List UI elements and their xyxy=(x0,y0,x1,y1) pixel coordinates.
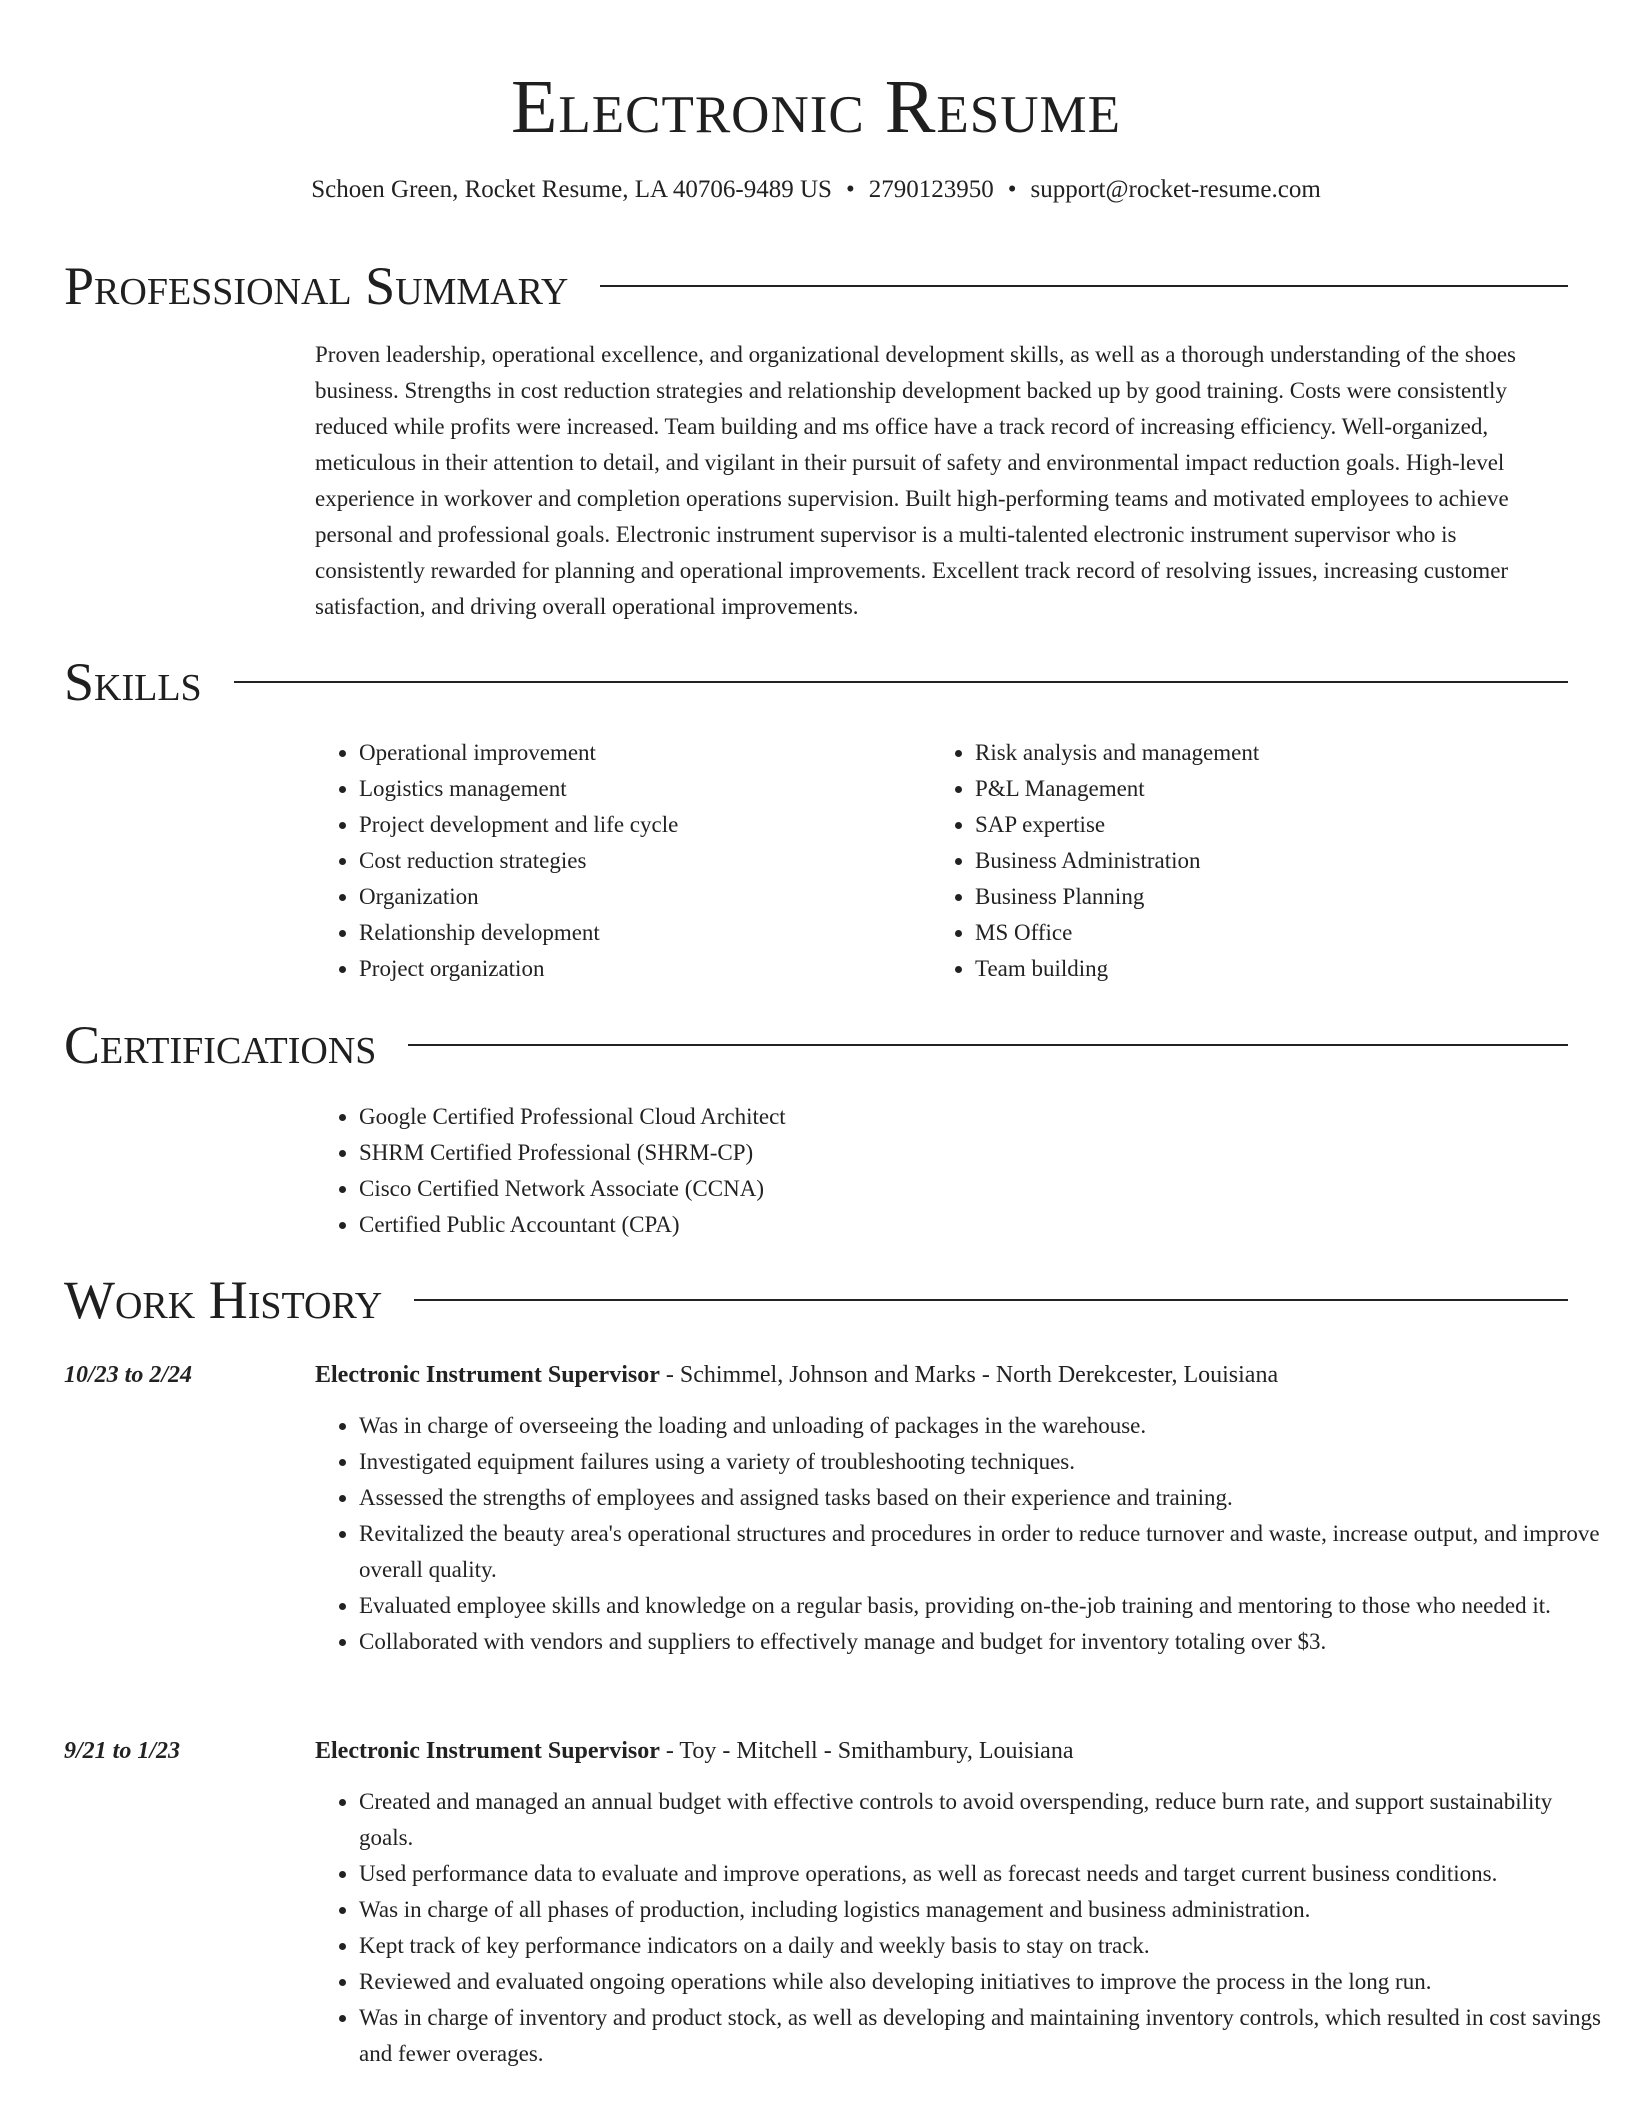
skills-heading: Skills xyxy=(64,652,202,712)
job-bullets xyxy=(315,1784,1612,2072)
job-bullet: • Reviewed and evaluated ongoing operations while also developing initiatives to improve the process in the long run. xyxy=(359,1964,1612,2000)
certifications-heading: Certifications xyxy=(64,1015,377,1075)
job-bullet: • Created and managed an annual budget with effective controls to avoid overspending, reduce burn rate, and support sustainability goals. xyxy=(359,1784,1612,1856)
certification-item: • Google Certified Professional Cloud Architect xyxy=(359,1099,1612,1135)
skills-list-left xyxy=(315,735,959,987)
section-divider xyxy=(408,1044,1568,1046)
job-details: - Toy - Mitchell - Smithambury, Louisiana xyxy=(659,1738,1074,1764)
contact-phone: 2790123950 xyxy=(868,176,994,203)
job-bullet: • Was in charge of all phases of production, including logistics management and business administration. xyxy=(359,1892,1612,1928)
job-bullet: • Was in charge of inventory and product stock, as well as developing and maintaining inventory controls, which resulted in cost savings and fewer overages. xyxy=(359,2000,1612,2072)
job-bullet: • Assessed the strengths of employees and assigned tasks based on their experience and training. xyxy=(359,1480,1612,1516)
contact-line xyxy=(0,172,1632,208)
skill-item: • Project development and life cycle xyxy=(359,807,959,843)
summary-heading: Professional Summary xyxy=(64,256,569,316)
skills-list-right xyxy=(931,735,1612,987)
job-bullet: • Kept track of key performance indicators on a daily and weekly basis to stay on track. xyxy=(359,1928,1612,1964)
job-bullet: • Collaborated with vendors and suppliers to effectively manage and budget for inventory totaling over $3. xyxy=(359,1624,1612,1660)
skill-item: • Risk analysis and management xyxy=(975,735,1612,771)
resume-name: Electronic Resume xyxy=(510,65,1122,149)
work-history-section-header xyxy=(64,1268,1568,1332)
job-bullet: • Revitalized the beauty area's operational structures and procedures in order to reduce turnover and waste, increase output, and improve overall quality. xyxy=(359,1516,1612,1588)
skill-item: • Relationship development xyxy=(359,915,959,951)
job-title: Electronic Instrument Supervisor xyxy=(315,1738,660,1764)
job-dates: 9/21 to 1/23 xyxy=(64,1738,181,1764)
skill-item: • MS Office xyxy=(975,915,1612,951)
job-header xyxy=(315,1357,1568,1393)
job-bullets xyxy=(315,1408,1612,1660)
summary-text: Proven leadership, operational excellence, and organizational development skills, as well as a thorough understanding of the shoes business. Strengths in cost reduction strategies and relationship development backed up by good training. Costs were consistently reduced while profits were increased. Team building and ms office have a track record of increasing efficiency. Well-organized, meticulous in their attention to detail, and vigilant in their pursuit of safety and environmental impact reduction goals. High-level experience in workover and completion operations supervision. Built high-performing teams and motivated employees to achieve personal and professional goals. Electronic instrument supervisor is a multi-talented electronic instrument supervisor who is consistently rewarded for planning and operational improvements. Excellent track record of resolving issues, increasing customer satisfaction, and driving overall operational improvements. xyxy=(315,342,1516,619)
certifications-list xyxy=(315,1099,1612,1243)
certifications-section-header xyxy=(64,1013,1568,1077)
job-details: - Schimmel, Johnson and Marks - North Derekcester, Louisiana xyxy=(659,1362,1279,1388)
job-bullet: • Was in charge of overseeing the loading and unloading of packages in the warehouse. xyxy=(359,1408,1612,1444)
section-divider xyxy=(234,681,1568,683)
contact-separator: • xyxy=(845,176,855,203)
summary-section-header xyxy=(64,254,1568,318)
job-title: Electronic Instrument Supervisor xyxy=(315,1362,660,1388)
skill-item: • Logistics management xyxy=(359,771,959,807)
skill-item: • Cost reduction strategies xyxy=(359,843,959,879)
skill-item: • Organization xyxy=(359,879,959,915)
skills-section-header xyxy=(64,650,1568,714)
work-history-heading: Work History xyxy=(64,1270,383,1330)
certification-item: • Cisco Certified Network Associate (CCNA) xyxy=(359,1171,1612,1207)
job-bullet: • Investigated equipment failures using a variety of troubleshooting techniques. xyxy=(359,1444,1612,1480)
skill-item: • Project organization xyxy=(359,951,959,987)
skill-item: • SAP expertise xyxy=(975,807,1612,843)
contact-email: support@rocket-resume.com xyxy=(1030,176,1321,203)
job-bullet: • Used performance data to evaluate and improve operations, as well as forecast needs and target current business conditions. xyxy=(359,1856,1612,1892)
skill-item: • Business Planning xyxy=(975,879,1612,915)
job-dates: 10/23 to 2/24 xyxy=(64,1362,193,1388)
certification-item: • Certified Public Accountant (CPA) xyxy=(359,1207,1612,1243)
skill-item: • Operational improvement xyxy=(359,735,959,771)
skill-item: • P&L Management xyxy=(975,771,1612,807)
certification-item: • SHRM Certified Professional (SHRM-CP) xyxy=(359,1135,1612,1171)
section-divider xyxy=(414,1299,1568,1301)
job-header xyxy=(315,1733,1568,1769)
skill-item: • Business Administration xyxy=(975,843,1612,879)
job-bullet: • Evaluated employee skills and knowledge on a regular basis, providing on-the-job training and mentoring to those who needed it. xyxy=(359,1588,1612,1624)
section-divider xyxy=(600,285,1568,287)
contact-separator: • xyxy=(1007,176,1017,203)
contact-address: Schoen Green, Rocket Resume, LA 40706-9489 US xyxy=(311,176,832,203)
skill-item: • Team building xyxy=(975,951,1612,987)
